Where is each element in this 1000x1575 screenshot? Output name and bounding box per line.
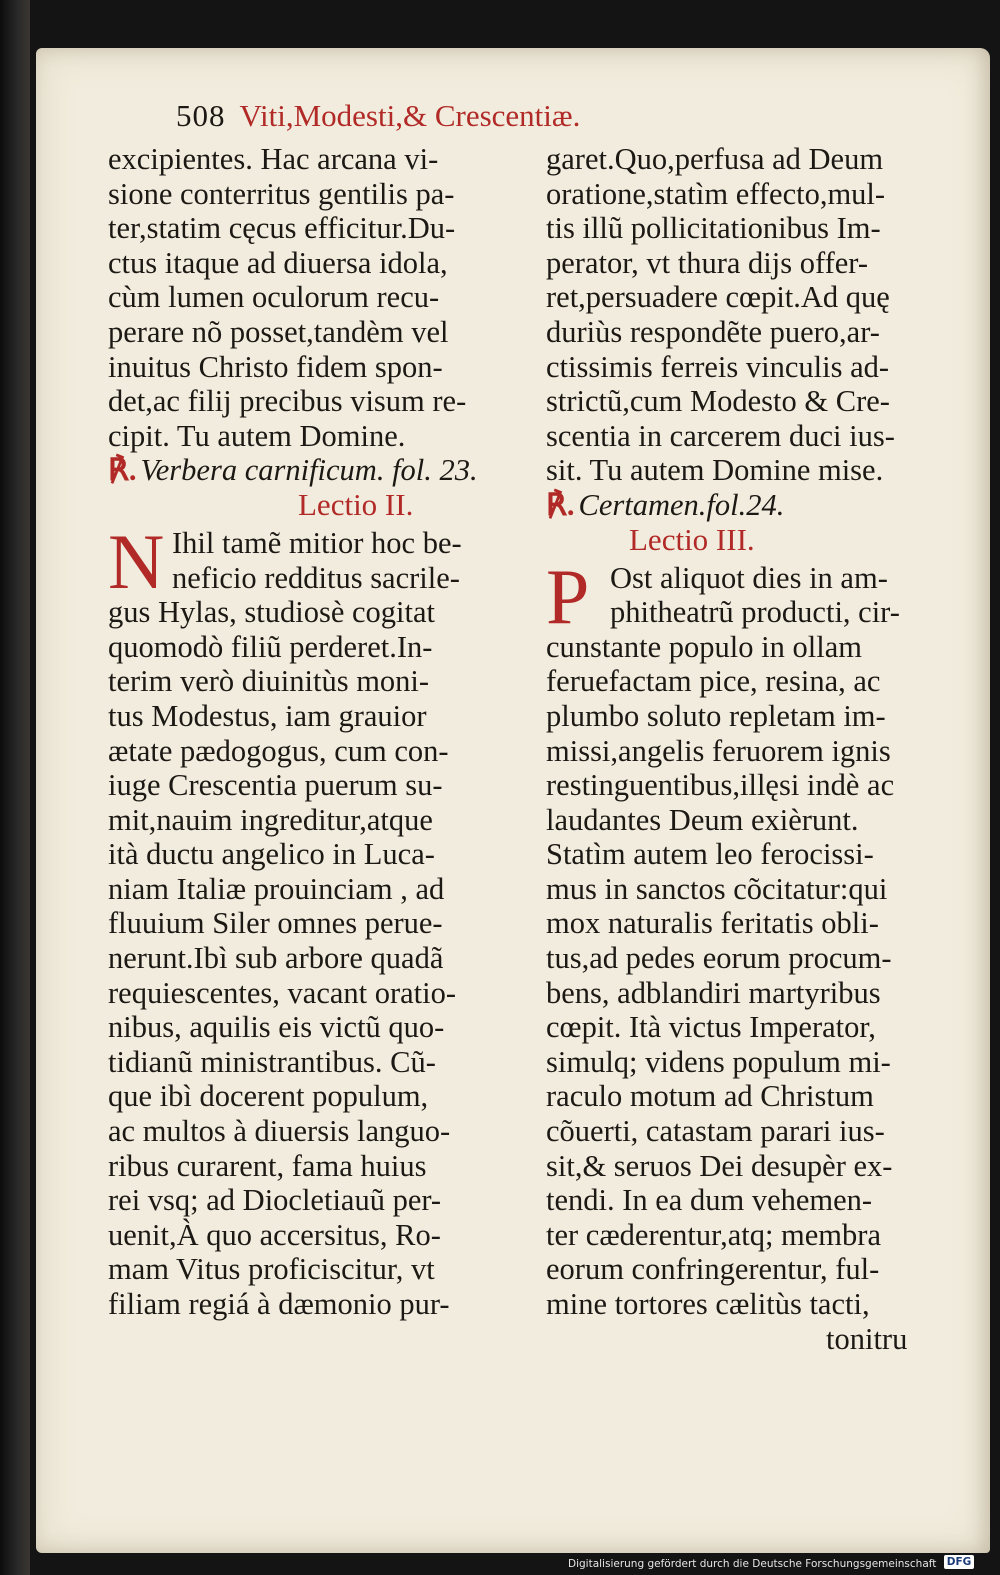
paper-leaf: [36, 48, 990, 1553]
text-line: sit. Tu autem Domine mise.: [546, 453, 884, 488]
text-line: perator, vt thura dijs offer-: [546, 245, 868, 280]
text-line: raculo motum ad Christum: [546, 1079, 874, 1114]
text-line: neficio redditus sacrile-: [172, 560, 460, 595]
text-line: ctissimis ferreis vinculis ad-: [546, 349, 890, 384]
text-line: ter cæderentur,atq; membra: [546, 1217, 881, 1252]
drop-cap-paragraph: [546, 552, 986, 640]
left-top-text: [108, 142, 548, 453]
left-column: [108, 142, 548, 1322]
text-line: cipit. Tu autem Domine.: [108, 418, 406, 453]
text-line: niam Italiæ prouinciam , ad: [108, 871, 445, 906]
text-line: missi,angelis feruorem ignis: [546, 733, 891, 768]
text-line: inuitus Christo fidem spon-: [108, 349, 443, 384]
responsory-text: Verbera carnificum. fol. 23.: [140, 453, 478, 488]
left-body-text: [108, 595, 548, 1321]
text-line: mam Vitus proficiscitur, vt: [108, 1252, 435, 1287]
text-line: Ost aliquot dies in am-: [610, 560, 888, 595]
text-line: mine tortores cælitùs tacti,: [546, 1287, 870, 1321]
text-line: duriùs respondẽte puero,ar-: [546, 314, 880, 349]
text-line: fluuium Siler omnes perue-: [108, 906, 443, 941]
text-line: eorum confringerentur, ful-: [546, 1252, 880, 1287]
text-line: tus,ad pedes eorum procum-: [546, 941, 892, 976]
responsory-line: [108, 453, 548, 488]
text-line: laudantes Deum exièrunt.: [546, 802, 859, 837]
text-line: ctus itaque ad diuersa idola,: [108, 245, 448, 280]
text-line: cõuerti, catastam parari ius-: [546, 1114, 885, 1149]
text-line: que ibì docerent populum,: [108, 1079, 429, 1114]
page-header: [176, 98, 776, 144]
text-line: oratione,statìm effecto,mul-: [546, 176, 886, 211]
responsory-symbol: ℟.: [108, 453, 137, 488]
text-line: simulq; videns populum mi-: [546, 1044, 891, 1079]
text-line: filiam regiá à dæmonio pur-: [108, 1287, 450, 1321]
dfg-logo: DFG: [944, 1555, 975, 1569]
text-line: bens, adblandiri martyribus: [546, 975, 881, 1010]
text-line: scentia in carcerem duci ius-: [546, 418, 895, 453]
text-line: cùm lumen oculorum recu-: [108, 280, 440, 315]
digitization-footer: [568, 1554, 998, 1574]
text-line: ac multos à diuersis languo-: [108, 1114, 451, 1149]
text-line: restinguentibus,illęsi indè ac: [546, 768, 895, 803]
text-line: mit,nauim ingreditur,atque: [108, 802, 433, 837]
text-line: excipientes. Hac arcana vi-: [108, 142, 439, 176]
text-line: quomodò filiũ perderet.In-: [108, 629, 433, 664]
footer-text: Digitalisierung gefördert durch die Deutsche Forschungsgemeinschaft: [568, 1558, 937, 1570]
text-line: ità ductu angelico in Luca-: [108, 837, 435, 872]
text-line: ret,persuadere cœpit.Ad quę: [546, 280, 890, 315]
responsory-symbol: ℟.: [546, 487, 575, 522]
right-body-text: [546, 630, 986, 1322]
text-line: cœpit. Ità victus Imperator,: [546, 1010, 876, 1045]
text-line: ter,statim cęcus efficitur.Du-: [108, 211, 456, 246]
drop-cap: N: [108, 517, 165, 605]
text-line: nibus, aquilis eis victũ quo-: [108, 1010, 445, 1045]
text-line: perare nõ posset,tandèm vel: [108, 314, 449, 349]
text-line: garet.Quo,perfusa ad Deum: [546, 142, 884, 176]
running-title: Viti,Modesti,& Crescentiæ.: [239, 98, 581, 133]
text-line: gus Hylas, studiosè cogitat: [108, 595, 435, 630]
catchword: tonitru: [826, 1321, 908, 1356]
text-line: rei vsq; ad Diocletiauũ per-: [108, 1183, 442, 1218]
text-line: det,ac filij precibus visum re-: [108, 384, 467, 419]
text-line: tis illũ pollicitationibus Im-: [546, 211, 881, 246]
right-column: [546, 142, 986, 1356]
text-line: feruefactam pice, resina, ac: [546, 664, 881, 699]
responsory-line: [546, 488, 986, 523]
text-line: terim verò diuinitùs moni-: [108, 664, 430, 699]
text-line: nerunt.Ibì sub arbore quadã: [108, 941, 444, 976]
text-line: uenit,À quo accersitus, Ro-: [108, 1217, 441, 1252]
text-line: tidianũ ministrantibus. Cũ-: [108, 1044, 436, 1079]
text-line: Statìm autem leo ferocissi-: [546, 837, 874, 872]
page-number: 508: [176, 98, 226, 133]
text-line: Ihil tamẽ mitior hoc be-: [172, 525, 462, 560]
text-line: sione conterritus gentilis pa-: [108, 176, 455, 211]
text-line: strictũ,cum Modesto & Cre-: [546, 384, 890, 419]
text-line: tus Modestus, iam grauior: [108, 698, 427, 733]
text-line: cunstante populo in ollam: [546, 629, 862, 664]
drop-cap-paragraph: [108, 517, 548, 605]
right-top-text: [546, 142, 986, 488]
text-line: sit,& seruos Dei desupèr ex-: [546, 1148, 893, 1183]
lectio-heading: Lectio III.: [629, 521, 755, 557]
text-line: mus in sanctos cõcitatur:qui: [546, 871, 888, 906]
text-line: ætate pædogogus, cum con-: [108, 733, 449, 768]
book-edge: [0, 0, 30, 1575]
text-line: requiescentes, vacant oratio-: [108, 975, 457, 1010]
drop-cap: P: [546, 552, 590, 640]
text-line: plumbo soluto repletam im-: [546, 698, 886, 733]
text-line: phitheatrũ producti, cir-: [610, 595, 900, 630]
text-line: mox naturalis feritatis obli-: [546, 906, 879, 941]
lectio-heading: Lectio II.: [298, 486, 414, 522]
responsory-text: Certamen.fol.24.: [578, 487, 785, 522]
text-line: iuge Crescentia puerum su-: [108, 768, 443, 803]
text-line: ribus curarent, fama huius: [108, 1148, 427, 1183]
text-line: tendi. In ea dum vehemen-: [546, 1183, 873, 1218]
